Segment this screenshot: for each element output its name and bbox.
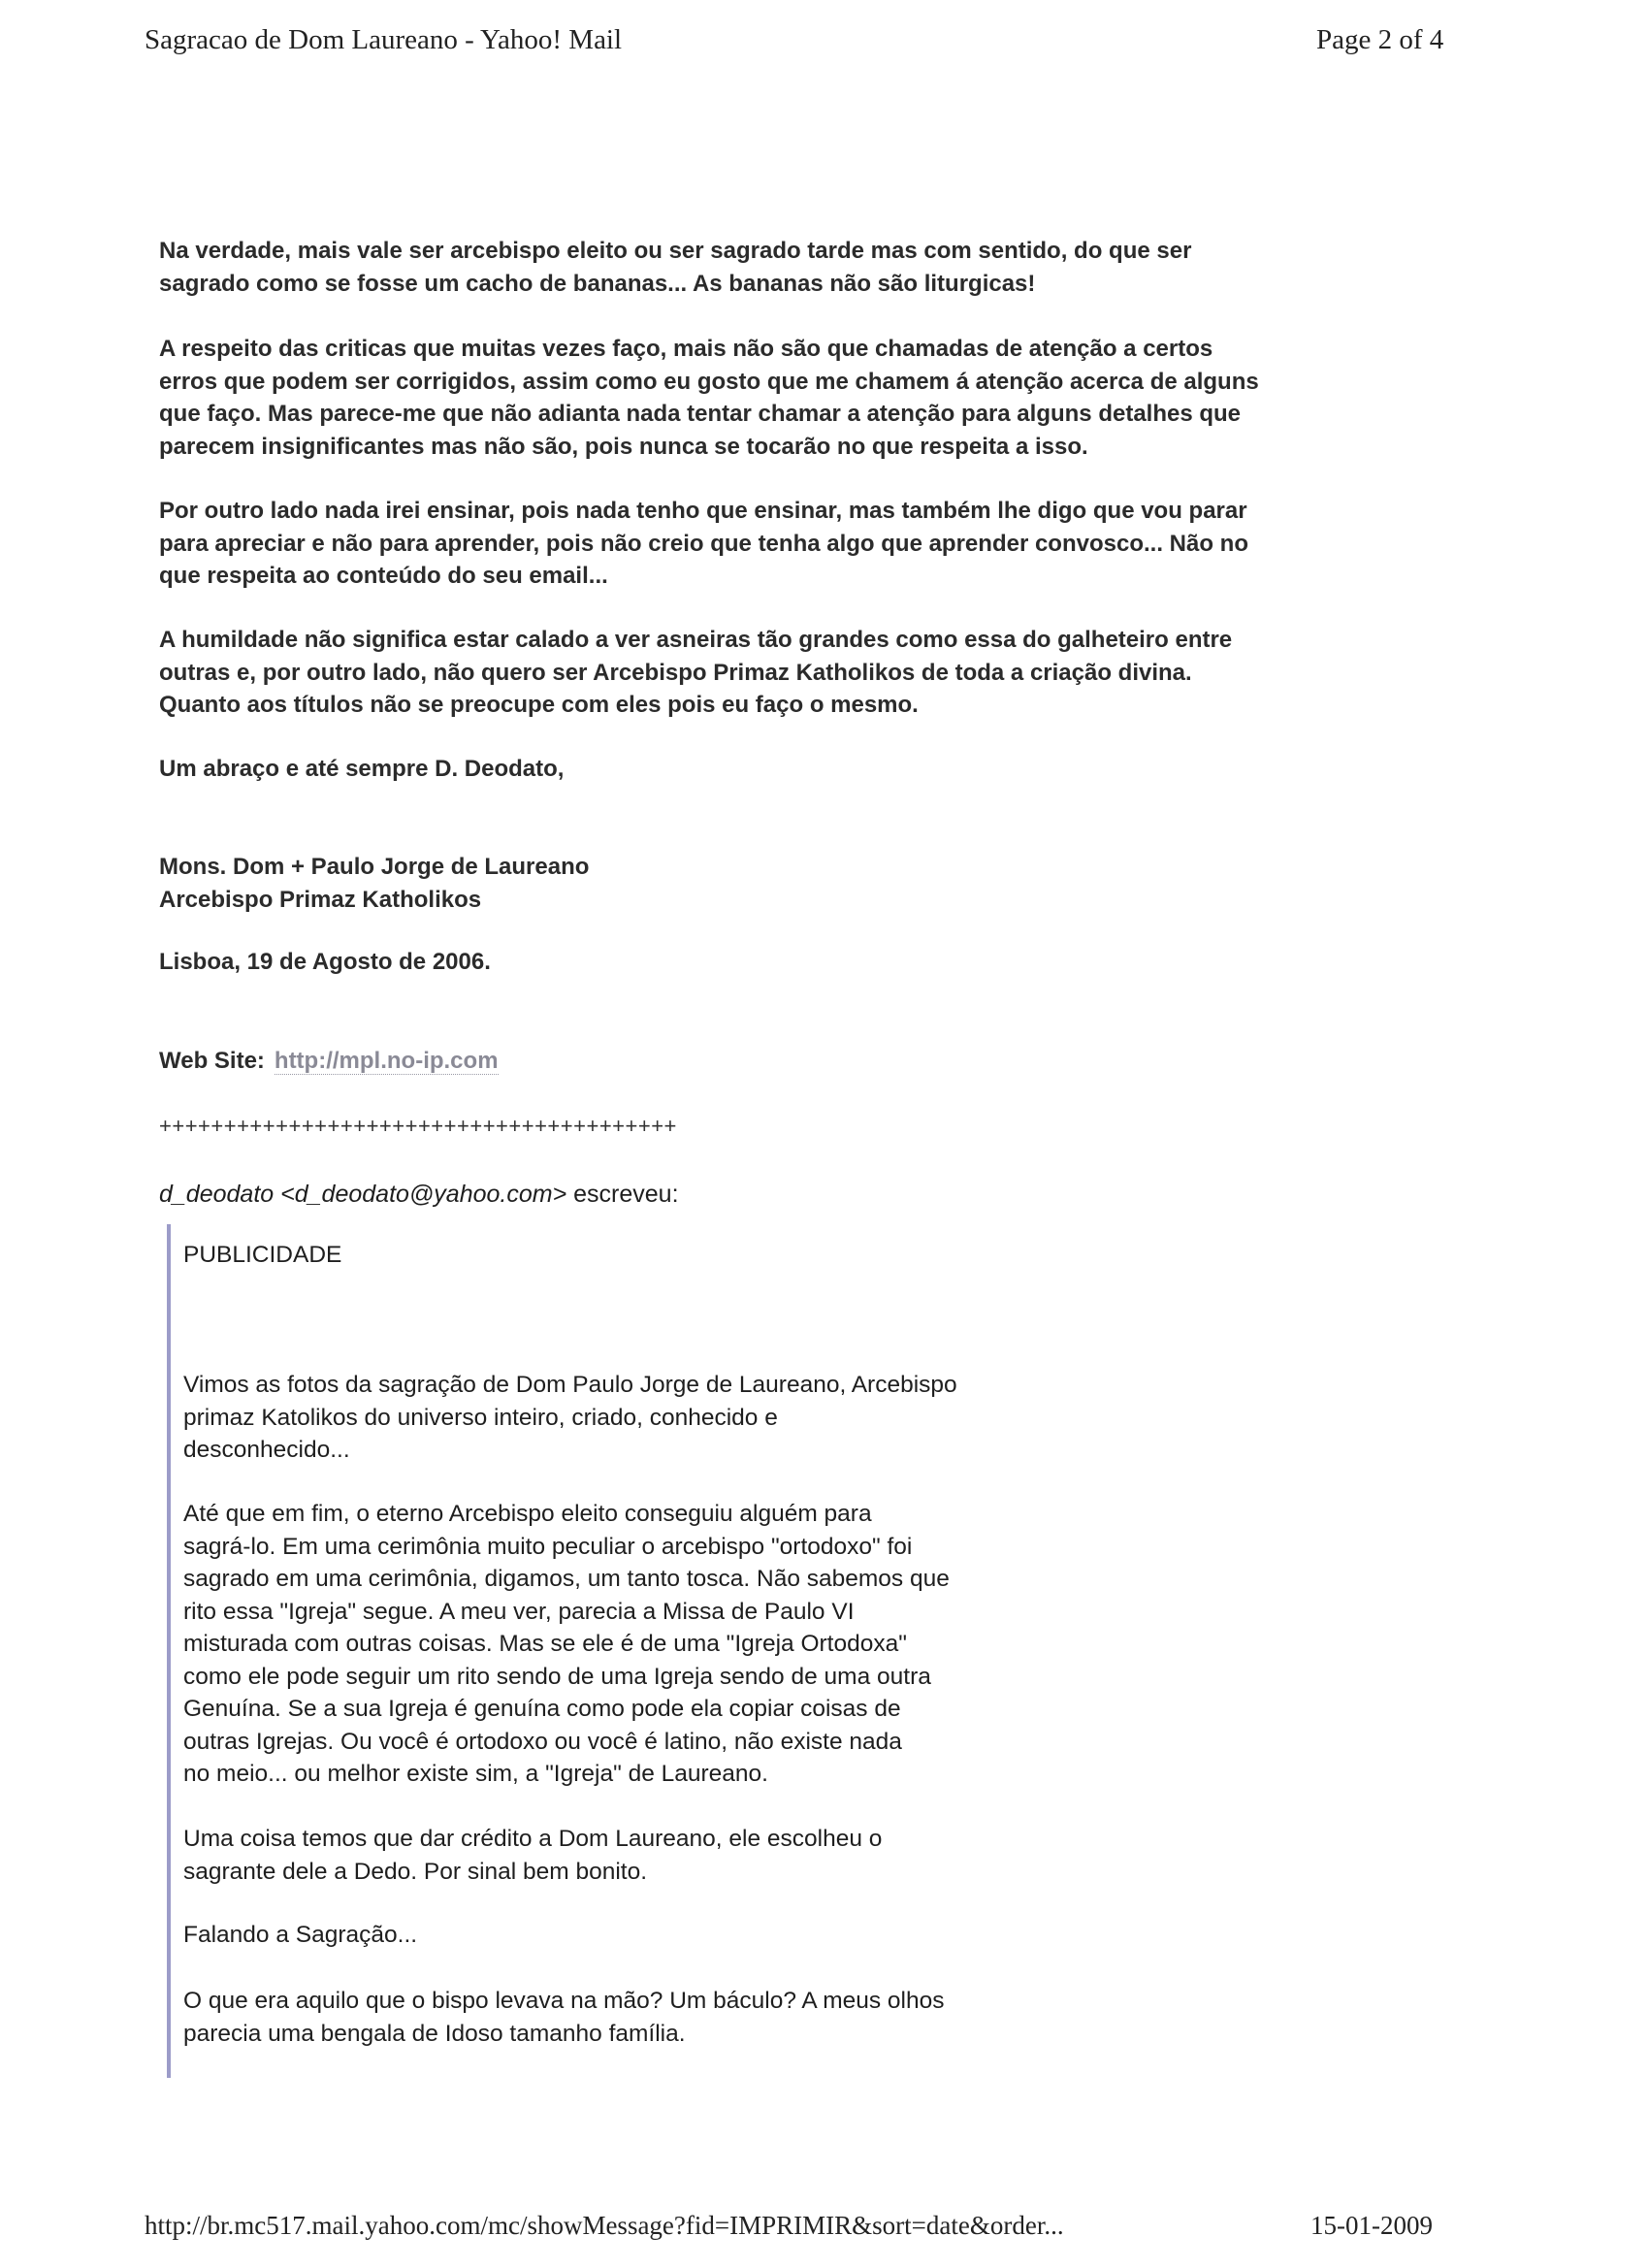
signature-name: Mons. Dom + Paulo Jorge de Laureano xyxy=(159,854,590,880)
text-line: primaz Katolikos do universo inteiro, criado, conhecido e xyxy=(183,1404,778,1431)
page-number: Page 2 of 4 xyxy=(1316,24,1444,55)
quoted-paragraph-3 xyxy=(183,1823,882,1888)
text-line: A respeito das criticas que muitas vezes faço, mais não são que chamadas de atenção a certos xyxy=(159,336,1213,362)
quote-bar xyxy=(167,1224,171,2078)
text-line: sagrado como se fosse um cacho de bananas... As bananas não são liturgicas! xyxy=(159,270,1036,297)
text-line: Falando a Sagração... xyxy=(183,1922,418,1948)
text-line: Um abraço e até sempre D. Deodato, xyxy=(159,756,565,782)
text-line: parecia uma bengala de Idoso tamanho família. xyxy=(183,2020,686,2047)
reply-paragraph-3 xyxy=(159,495,1248,593)
text-line: Genuína. Se a sua Igreja é genuína como pode ela copiar coisas de xyxy=(183,1696,901,1722)
page-title: Sagracao de Dom Laureano - Yahoo! Mail xyxy=(145,24,623,55)
website xyxy=(159,1045,499,1078)
closing-line xyxy=(159,753,564,786)
website-label: Web Site: xyxy=(159,1048,265,1074)
text-line: Uma coisa temos que dar crédito a Dom Laureano, ele escolheu o xyxy=(183,1826,883,1852)
text-line: sagrado em uma cerimônia, digamos, um tanto tosca. Não sabemos que xyxy=(183,1566,950,1592)
text-line: que respeita ao conteúdo do seu email... xyxy=(159,563,608,589)
text-line: parecem insignificantes mas não são, pois nunca se tocarão no que respeita a isso. xyxy=(159,433,1088,460)
text-line: como ele pode seguir um rito sendo de uma Igreja sendo de uma outra xyxy=(183,1663,931,1690)
text-line: sagrante dele a Dedo. Por sinal bem bonito. xyxy=(183,1858,648,1885)
text-line: O que era aquilo que o bispo levava na mão? Um báculo? A meus olhos xyxy=(183,1988,945,2014)
text-line: sagrá-lo. Em uma cerimônia muito peculiar o arcebispo "ortodoxo" foi xyxy=(183,1533,913,1560)
quoted-paragraph-2 xyxy=(183,1498,950,1791)
signature-title: Arcebispo Primaz Katholikos xyxy=(159,886,482,913)
text-line: A humildade não significa estar calado a ver asneiras tão grandes como essa do galheteiro entre xyxy=(159,627,1233,653)
quote-attribution xyxy=(159,1179,679,1212)
text-line: Lisboa, 19 de Agosto de 2006. xyxy=(159,949,491,975)
website-link[interactable]: http://mpl.no-ip.com xyxy=(274,1048,499,1074)
quote-wrote-label: escreveu: xyxy=(573,1181,679,1208)
text-line: Vimos as fotos da sagração de Dom Paulo Jorge de Laureano, Arcebispo xyxy=(183,1372,957,1398)
text-line: Por outro lado nada irei ensinar, pois nada tenho que ensinar, mas também lhe digo que vou parar xyxy=(159,498,1247,524)
text-line: outras e, por outro lado, não quero ser Arcebispo Primaz Katholikos de toda a criação divina. xyxy=(159,659,1192,686)
text-line: erros que podem ser corrigidos, assim como eu gosto que me chamem á atenção acerca de alguns xyxy=(159,368,1259,395)
text-line: desconhecido... xyxy=(183,1437,350,1463)
signature xyxy=(159,851,589,916)
text-line: misturada com outras coisas. Mas se ele é de uma "Igreja Ortodoxa" xyxy=(183,1631,907,1657)
text-line: Quanto aos títulos não se preocupe com eles pois eu faço o mesmo. xyxy=(159,692,919,718)
quote-sender-email[interactable]: <d_deodato@yahoo.com> xyxy=(280,1181,567,1208)
advertising-label xyxy=(183,1239,341,1272)
reply-paragraph-1 xyxy=(159,235,1191,300)
text-line: PUBLICIDADE xyxy=(183,1242,342,1268)
quote-sender-name: d_deodato xyxy=(159,1181,275,1208)
text-line: para apreciar e não para aprender, pois não creio que tenha algo que aprender convosco... Não no xyxy=(159,530,1248,557)
separator-line: ++++++++++++++++++++++++++++++++++++++++ xyxy=(159,1114,677,1138)
quoted-paragraph-4 xyxy=(183,1919,417,1952)
footer-date: 15-01-2009 xyxy=(1310,2211,1433,2240)
text-line: rito essa "Igreja" segue. A meu ver, parecia a Missa de Paulo VI xyxy=(183,1598,855,1625)
footer-url: http://br.mc517.mail.yahoo.com/mc/showMessage?fid=IMPRIMIR&sort=date&order... xyxy=(145,2211,1064,2240)
text-line: outras Igrejas. Ou você é ortodoxo ou você é latino, não existe nada xyxy=(183,1728,902,1755)
quoted-paragraph-1 xyxy=(183,1369,957,1467)
text-line: no meio... ou melhor existe sim, a "Igreja" de Laureano. xyxy=(183,1761,768,1787)
text-line: Na verdade, mais vale ser arcebispo eleito ou ser sagrado tarde mas com sentido, do que ser xyxy=(159,238,1192,264)
quoted-paragraph-5 xyxy=(183,1985,945,2050)
reply-paragraph-4 xyxy=(159,624,1232,722)
text-line: que faço. Mas parece-me que não adianta nada tentar chamar a atenção para alguns detalhes que xyxy=(159,401,1242,427)
place-date xyxy=(159,946,491,979)
text-line: Até que em fim, o eterno Arcebispo eleito conseguiu alguém para xyxy=(183,1501,872,1527)
reply-paragraph-2 xyxy=(159,333,1259,463)
